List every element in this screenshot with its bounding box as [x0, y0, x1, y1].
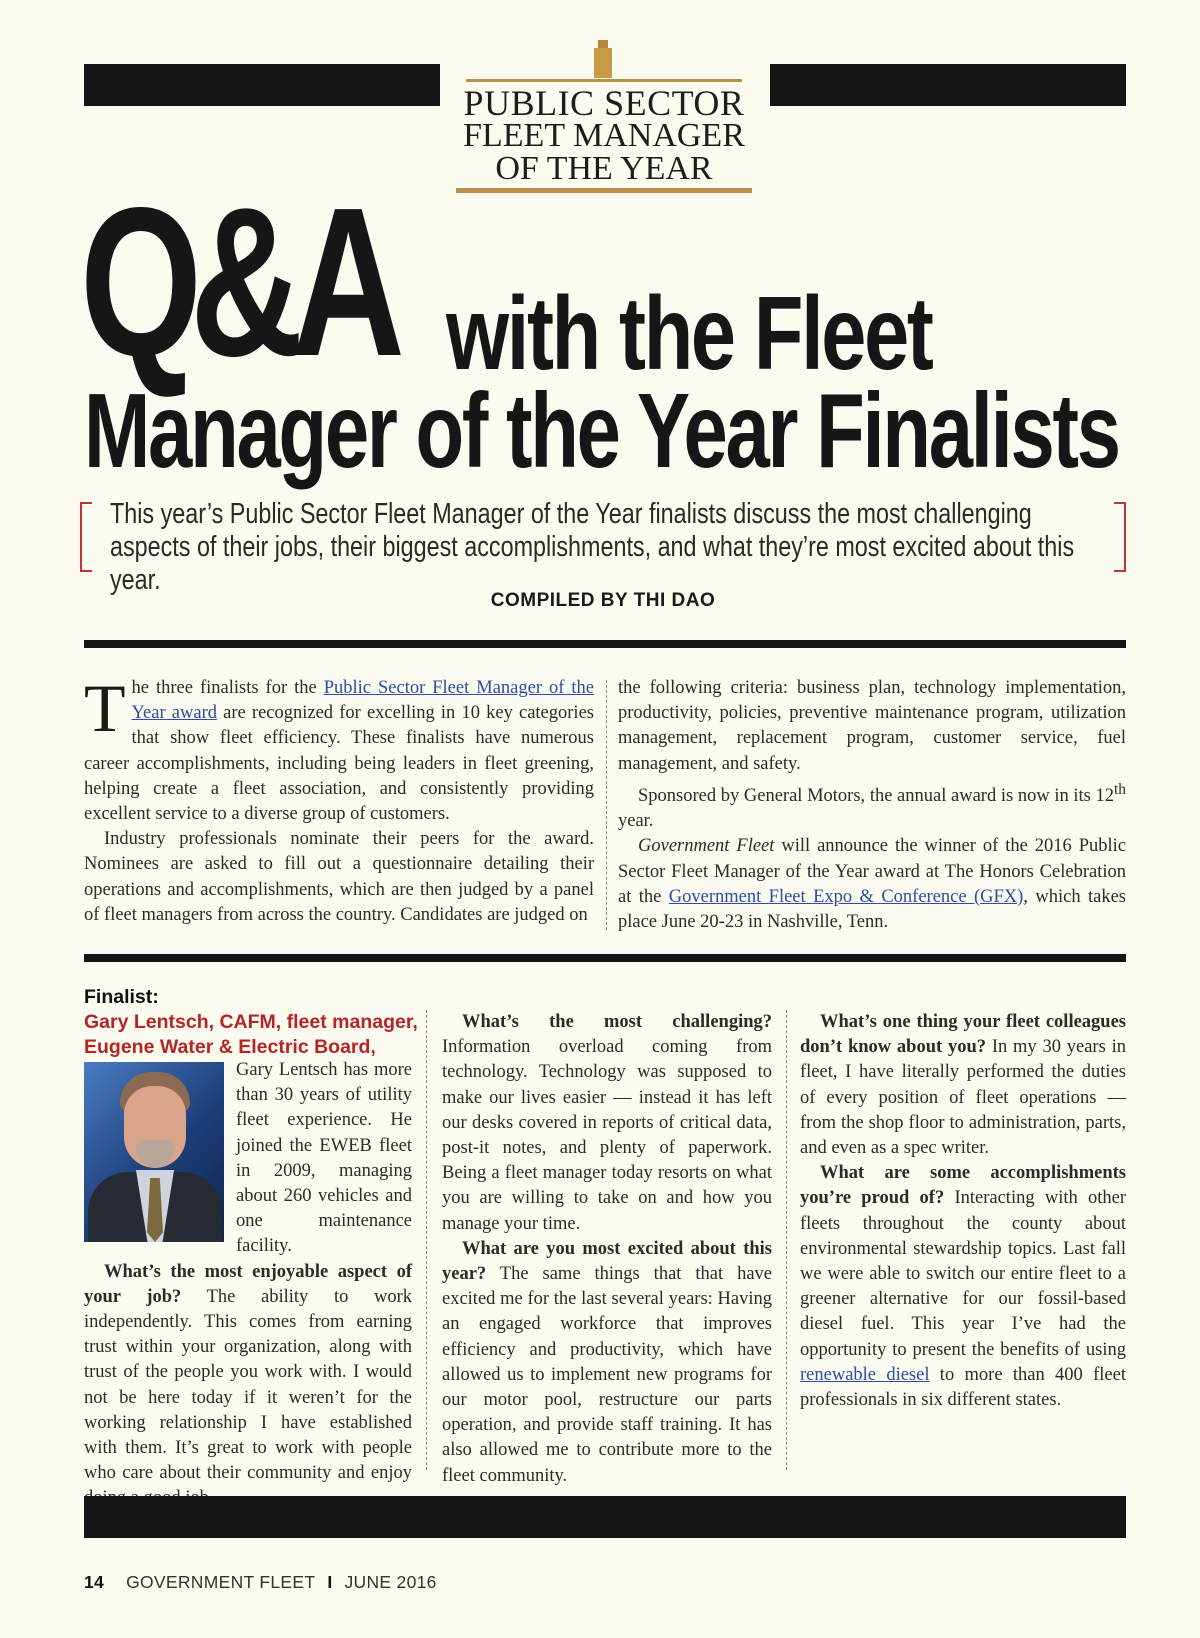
intro-column-right	[618, 676, 1126, 935]
column-divider-1	[426, 1010, 427, 1470]
question-accomplishments: What are some accomplishments you’re proud of?	[800, 1163, 1126, 1209]
headline-line-2: Manager of the Year Finalists	[84, 372, 1119, 490]
top-rule-right	[770, 64, 1126, 106]
badge-line-3: OF THE YEAR	[495, 150, 713, 187]
finalist-photo	[84, 1062, 224, 1242]
gfx-link[interactable]: Government Fleet Expo & Conference (GFX)	[668, 886, 1024, 907]
intro-paragraph-3: the following criteria: business plan, technology implementation, productivity, policies, preventive maintenance program, utilization management, replacement program, customer service, fuel management, and safety.	[618, 678, 1126, 774]
badge-line-2: FLEET MANAGER	[463, 117, 745, 154]
intro-p5-text-a: will announce the winner of the 2016 Public Sector Fleet Manager of the Year award at The Honors Celebration at the	[618, 836, 1126, 907]
footer-divider: I	[327, 1572, 333, 1592]
deck	[80, 498, 1126, 596]
intro-p5-text-b: , which takes place June 20-23 in Nashville, Tenn.	[618, 886, 1126, 932]
intro-paragraph-1	[84, 670, 594, 827]
qa-colleagues	[800, 1010, 1126, 1161]
headline-qa: Q&A	[80, 163, 394, 400]
top-rule-left	[84, 64, 440, 106]
footer-publication: GOVERNMENT FLEET	[126, 1572, 316, 1592]
bracket-left	[80, 502, 92, 572]
intro-p1-text-b: are recognized for excelling in 10 key categories that show fleet efficiency. These finalists have numerous career accomplishments, including being leaders in fleet greening, helping create a fleet association, and consistently providing excellent service to a diverse group of customers.	[84, 703, 594, 825]
intro-column-left	[84, 670, 594, 928]
qa-challenging	[442, 1010, 772, 1237]
finalist-name: Gary Lentsch, CAFM, fleet manager, Eugene Water & Electric Board,	[84, 1011, 418, 1058]
question-excited: What are you most excited about this year?	[442, 1238, 772, 1285]
renewable-diesel-link[interactable]: renewable diesel	[800, 1364, 930, 1385]
deck-text: This year’s Public Sector Fleet Manager of the Year finalists discuss the most challenging aspects of their jobs, their biggest accomplishments, and what they’re most excited about this year.	[110, 498, 1075, 596]
question-colleagues: What’s one thing your fleet colleagues don’t know about you?	[800, 1012, 1126, 1058]
question-enjoyable: What’s the most enjoyable aspect of your job?	[84, 1261, 412, 1307]
question-challenging: What’s the most challenging?	[462, 1012, 772, 1032]
badge-line-1: PUBLIC SECTOR	[463, 83, 745, 123]
footer-date: JUNE 2016	[344, 1572, 437, 1592]
finalist-column-3	[800, 1010, 1126, 1413]
answer-colleagues: In my 30 years in fleet, I have literally performed the duties of every position of fleet operations — from the shop floor to administration, parts, and even as a spec writer.	[800, 1037, 1126, 1159]
finalist-bio: Gary Lentsch has more than 30 years of utility fleet experience. He joined the EWEB fleet in 2009, managing about 260 vehicles and one maintenance facility.	[236, 1060, 412, 1257]
finalist-label: Finalist:	[84, 986, 159, 1008]
answer-accomplishments-a: Interacting with other fleets throughout the county about environmental stewardship topics. Last fall we were able to switch our entire fleet to a greener alternative for our fossil-based diesel fuel. This year I’ve had the opportunity to present the benefits of using	[800, 1188, 1126, 1360]
qa-accomplishments	[800, 1161, 1126, 1413]
bottom-rule	[84, 1496, 1126, 1538]
answer-challenging: Information overload coming from technology. Technology was supposed to make our lives easier — instead it has left our desks covered in reports of critical data, post-it notes, and plenty of paperwork. Being a fleet manager today resorts on what you are willing to take on and how you manage your time.	[442, 1037, 772, 1234]
column-divider-2	[786, 1010, 787, 1470]
intro-p4-sup: th	[1114, 780, 1126, 798]
section-rule-2	[84, 954, 1126, 962]
answer-excited: The same things that that have excited me for the last several years: Having an engaged workforce that improves efficiency and productivity, which have allowed us to implement new programs for our motor pool, restructure our parts operation, and provide staff training. It has also allowed me to contribute more to the fleet community.	[442, 1264, 772, 1486]
intro-paragraph-5	[618, 834, 1126, 935]
headline-with: with the Fleet	[446, 276, 932, 392]
badge-post-icon	[592, 40, 614, 78]
byline: COMPILED BY THI DAO	[490, 590, 716, 611]
finalist-column-2	[442, 1010, 772, 1489]
page-footer	[84, 1572, 437, 1593]
intro-paragraph-2: Industry professionals nominate their peers for the award. Nominees are asked to fill out a questionnaire detailing their operations and accomplishments, which are then judged by a panel of fleet managers from across the country. Candidates are judged on	[84, 829, 594, 925]
section-rule-1	[84, 640, 1126, 648]
page-number: 14	[84, 1572, 105, 1592]
qa-enjoyable	[84, 1260, 412, 1512]
answer-accomplishments-b: to more than 400 fleet professionals in six different states.	[800, 1364, 1126, 1411]
qa-excited	[442, 1237, 772, 1489]
intro-p1-text-a: he three finalists for the	[131, 678, 324, 698]
finalist-column-1	[84, 1058, 412, 1512]
intro-p4-text-a: Sponsored by General Motors, the annual award is now in its 12	[638, 785, 1115, 806]
bracket-right	[1114, 502, 1126, 572]
answer-enjoyable: The ability to work independently. This comes from earning trust within your organization, along with trust of the people you work with. I would not be here today if it weren’t for the working relationship I have established with them. It’s great to work with people who care about their community and enjoy	[84, 1286, 413, 1484]
award-badge	[456, 38, 752, 196]
intro-p4-text-b: year.	[618, 811, 654, 832]
intro-paragraph-4	[618, 777, 1126, 835]
badge-rule-top	[466, 79, 742, 82]
drop-cap: T	[84, 670, 126, 746]
column-divider-intro	[606, 680, 607, 930]
award-link[interactable]: Public Sector Fleet Manager of the Year award	[131, 678, 594, 724]
publication-name: Government Fleet	[638, 836, 775, 857]
badge-rule-bottom	[456, 188, 752, 193]
